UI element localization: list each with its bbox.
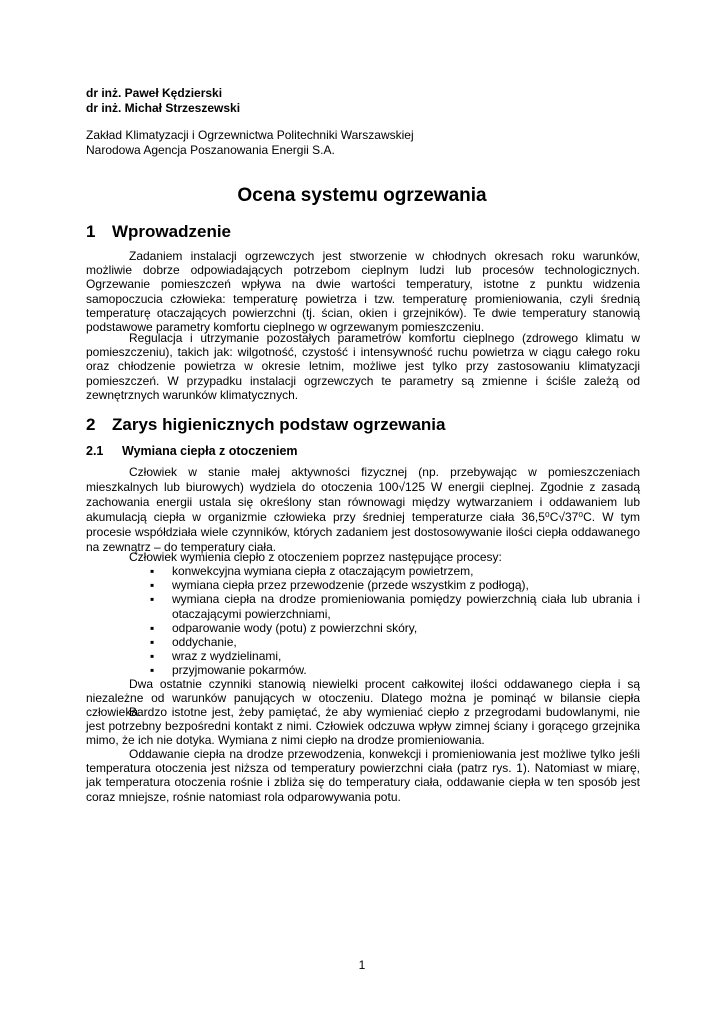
paragraph bbox=[86, 249, 640, 334]
bullet-icon: ▪ bbox=[150, 620, 155, 635]
subsection-title: Wymiana ciepła z otoczeniem bbox=[122, 444, 298, 458]
list-item bbox=[86, 635, 640, 649]
affiliation-block bbox=[86, 128, 414, 158]
paragraph bbox=[86, 705, 640, 748]
bullet-icon: ▪ bbox=[150, 635, 155, 650]
document-title: Ocena systemu ogrzewania bbox=[237, 185, 487, 206]
author-name: dr inż. Michał Strzeszewski bbox=[86, 101, 241, 115]
list-item bbox=[86, 578, 640, 592]
list-item bbox=[86, 592, 640, 620]
paragraph bbox=[86, 550, 640, 564]
affiliation-line: Narodowa Agencja Poszanowania Energii S.A. bbox=[86, 143, 335, 157]
paragraph bbox=[86, 747, 640, 804]
list-item bbox=[86, 621, 640, 635]
paragraph-text: Oddawanie ciepła na drodze przewodzenia, konwekcji i promieniowania jest możliwe tylko jeśli temperatura otoczenia jest niższa od temperatury powierzchni ciała (patrz rys. 1). Natomiast w miarę, jak temperatura otoczenia rośnie i zbliża się do temperatury ciała, oddawanie ciepła w ten sposób jest coraz mniejsze, rośnie natomiast rola odparowywania potu. bbox=[86, 747, 640, 804]
paragraph bbox=[86, 465, 640, 555]
paragraph-text: Bardzo istotne jest, żeby pamiętać, że aby wymieniać ciepło z przegrodami budowlanymi, nie jest potrzebny bezpośredni kontakt z nimi. Człowiek odczuwa wpływ zimnej ściany i gorącego grzejnika mimo, że ich nie dotyka. Wymiana z nimi ciepło na drodze promieniowania. bbox=[86, 705, 640, 748]
list-item-text: przyjmowanie pokarmów. bbox=[172, 663, 307, 678]
section-number: 2 bbox=[86, 415, 96, 434]
page-number: 1 bbox=[358, 958, 366, 972]
list-item-text: wymiana ciepła na drodze promieniowania pomiędzy powierzchnią ciała lub ubrania i otaczającymi powierzchniami, bbox=[172, 592, 640, 621]
list-item-text: oddychanie, bbox=[172, 635, 237, 650]
list-item-text: wraz z wydzielinami, bbox=[172, 649, 282, 664]
paragraph-text: Człowiek w stanie małej aktywności fizycznej (np. przebywając w pomieszczeniach mieszkalnych lub biurowych) wydziela do otoczenia 100√125 W energii cieplnej. Zgodnie z zasadą zachowania energii ustala się określony stan równowagi między wytwarzaniem i oddawaniem lub akumulacją ciepła w organizmie człowieka przy średniej temperaturze ciała 36,5⁰C√37⁰C. W tym procesie współdziała wiele czynników, których zadaniem jest dostosowywanie ilości ciepła oddawanego na zewnątrz – do temperatury ciała. bbox=[86, 465, 640, 554]
section-title: Wprowadzenie bbox=[112, 222, 232, 241]
bullet-icon: ▪ bbox=[150, 592, 155, 607]
bullet-icon: ▪ bbox=[150, 564, 155, 578]
author-block bbox=[86, 86, 240, 116]
paragraph-text: Zadaniem instalacji ogrzewczych jest stworzenie w chłodnych okresach roku warunków, możliwie dobrze odpowiadających potrzebom cieplnym ludzi lub procesów technologicznych. Ogrzewanie pomieszczeń wpływa na dwie wartości temperatury, istotne z punktu widzenia samopoczucia człowieka: temperaturę powietrza i tzw. temperaturę promieniowania, czyli średnią temperaturę otaczających powierzchni (tj. ścian, okien i grzejników). Te dwie temperatury stanowią podstawowe parametry komfortu cieplnego w ogrzewanym pomieszczeniu. bbox=[86, 249, 640, 335]
affiliation-line: Zakład Klimatyzacji i Ogrzewnictwa Politechniki Warszawskiej bbox=[86, 128, 414, 142]
bullet-icon: ▪ bbox=[150, 649, 155, 664]
list-item bbox=[86, 649, 640, 663]
list-item-text: odparowanie wody (potu) z powierzchni skóry, bbox=[172, 620, 418, 635]
process-list bbox=[86, 564, 640, 678]
paragraph-text: Człowiek wymienia ciepło z otoczeniem poprzez następujące procesy: bbox=[129, 550, 502, 564]
subsection-heading bbox=[86, 443, 298, 459]
subsection-number: 2.1 bbox=[86, 444, 104, 458]
bullet-icon: ▪ bbox=[150, 578, 155, 593]
paragraph bbox=[86, 331, 640, 402]
section-heading bbox=[86, 221, 231, 243]
paragraph-text: Dwa ostatnie czynniki stanowią niewielki procent całkowitej ilości oddawanego ciepła i są niezależne od warunków panujących w otoczeniu. Dlatego można je pominąć w bilansie ciepła człowieka. bbox=[86, 677, 640, 720]
list-item-text: konwekcyjna wymiana ciepła z otaczającym powietrzem, bbox=[172, 564, 474, 578]
author-name: dr inż. Paweł Kędzierski bbox=[86, 86, 223, 100]
section-heading bbox=[86, 414, 445, 436]
list-item bbox=[86, 564, 640, 578]
bullet-icon: ▪ bbox=[150, 663, 155, 678]
list-item bbox=[86, 663, 640, 677]
list-item-text: wymiana ciepła przez przewodzenie (przede wszystkim z podłogą), bbox=[172, 578, 529, 593]
section-title: Zarys higienicznych podstaw ogrzewania bbox=[112, 415, 446, 434]
section-number: 1 bbox=[86, 222, 96, 241]
paragraph-text: Regulacja i utrzymanie pozostałych parametrów komfortu cieplnego (zdrowego klimatu w pomieszczeniu), takich jak: wilgotność, czystość i intensywność ruchu powietrza w ciągu całego roku oraz chłodzenie powietrza w okresie letnim, możliwe jest tylko przy zastosowaniu klimatyzacji pomieszczeń. W przypadku instalacji ogrzewczych te parametry są zmienne i ściśle zależą od zewnętrznych warunków klimatycznych. bbox=[86, 331, 640, 402]
